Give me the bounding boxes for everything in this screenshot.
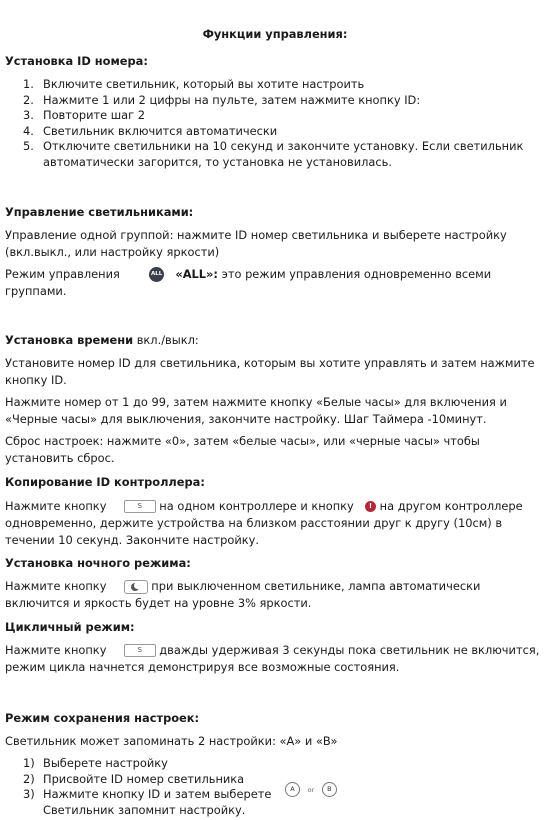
list-item: 1) Выберете настройку [23,756,168,770]
moon-button-icon [124,580,148,594]
id-steps-list [23,77,543,170]
section-lamps-heading: Управление светильниками: [5,205,194,219]
section-cycle-heading: Цикличный режим: [5,620,135,634]
b-button-icon: B [322,782,337,797]
time-paragraph-1: Установите номер ID для светильника, которым вы хотите управлять и затем нажмите кнопку ID. [5,356,535,387]
copy-paragraph: Нажмите кнопку S на одном контроллере и кнопку ! на другом контроллере одновременно, держите устройства на близком расстоянии друг к другу (10см) в течении 10 секунд. Закончите настройку. [5,499,523,547]
lamps-paragraph-2: Режим управления ALL «ALL»: это режим управления одновременно всеми группами. [5,267,492,298]
list-item: 4. Светильник включится автоматически [23,123,278,138]
cycle-paragraph: Нажмите кнопку S дважды удерживая 3 секунды пока светильник не включится, режим цикла начнется демонстрируя все возможные состояния. [5,643,540,674]
save-paragraph: Светильник может запоминать 2 настройки: «A» и «B» [5,734,338,748]
red-button-icon: ! [365,501,376,512]
list-item: 2) Присвойте ID номер светильника [23,771,245,786]
a-button-icon: A [285,782,300,797]
list-item: 3) Нажмите кнопку ID и затем выберете Светильник запомнит настройку. [23,787,272,817]
s-button-icon: S [124,644,156,657]
save-steps-list [23,756,273,818]
section-save-heading: Режим сохранения настроек: [5,711,200,725]
page-title: Функции управления: [202,27,348,41]
section-night-heading: Установка ночного режима: [5,556,191,570]
section-id-heading: Установка ID номера: [5,54,148,68]
list-item: 1. Включите светильник, который вы хотите настроить [23,77,365,91]
or-label: or [307,785,315,794]
ab-buttons [285,782,337,797]
lamps-paragraph-1: Управление одной группой: нажмите ID номер светильника и выберете настройку (вкл.выкл., или настройку яркости) [5,228,507,259]
list-item: 5. Отключите светильники на 10 секунд и закончите установку. Если светильник автоматически загорится, то установка не установилась. [23,139,524,169]
section-time-heading: Установка времени вкл./выкл: [5,333,199,347]
all-button-icon: ALL [149,267,164,282]
s-button-icon: S [124,500,156,513]
section-copy-heading: Копирование ID контроллера: [5,475,205,489]
time-paragraph-3: Сброс настроек: нажмите «0», затем «белые часы», или «черные часы» чтобы установить сброс. [5,434,480,465]
time-paragraph-2: Нажмите номер от 1 до 99, затем нажмите кнопку «Белые часы» для включения и «Черные часы» для выключения, закончите настройку. Шаг Таймера -10минут. [5,395,507,426]
night-paragraph: Нажмите кнопку при выключенном светильнике, лампа автоматически включится и яркость будет на уровне 3% яркости. [5,579,481,610]
list-item: 2. Нажмите 1 или 2 цифры на пульте, затем нажмите кнопку ID: [23,92,421,107]
list-item: 3. Повторите шаг 2 [23,108,146,122]
